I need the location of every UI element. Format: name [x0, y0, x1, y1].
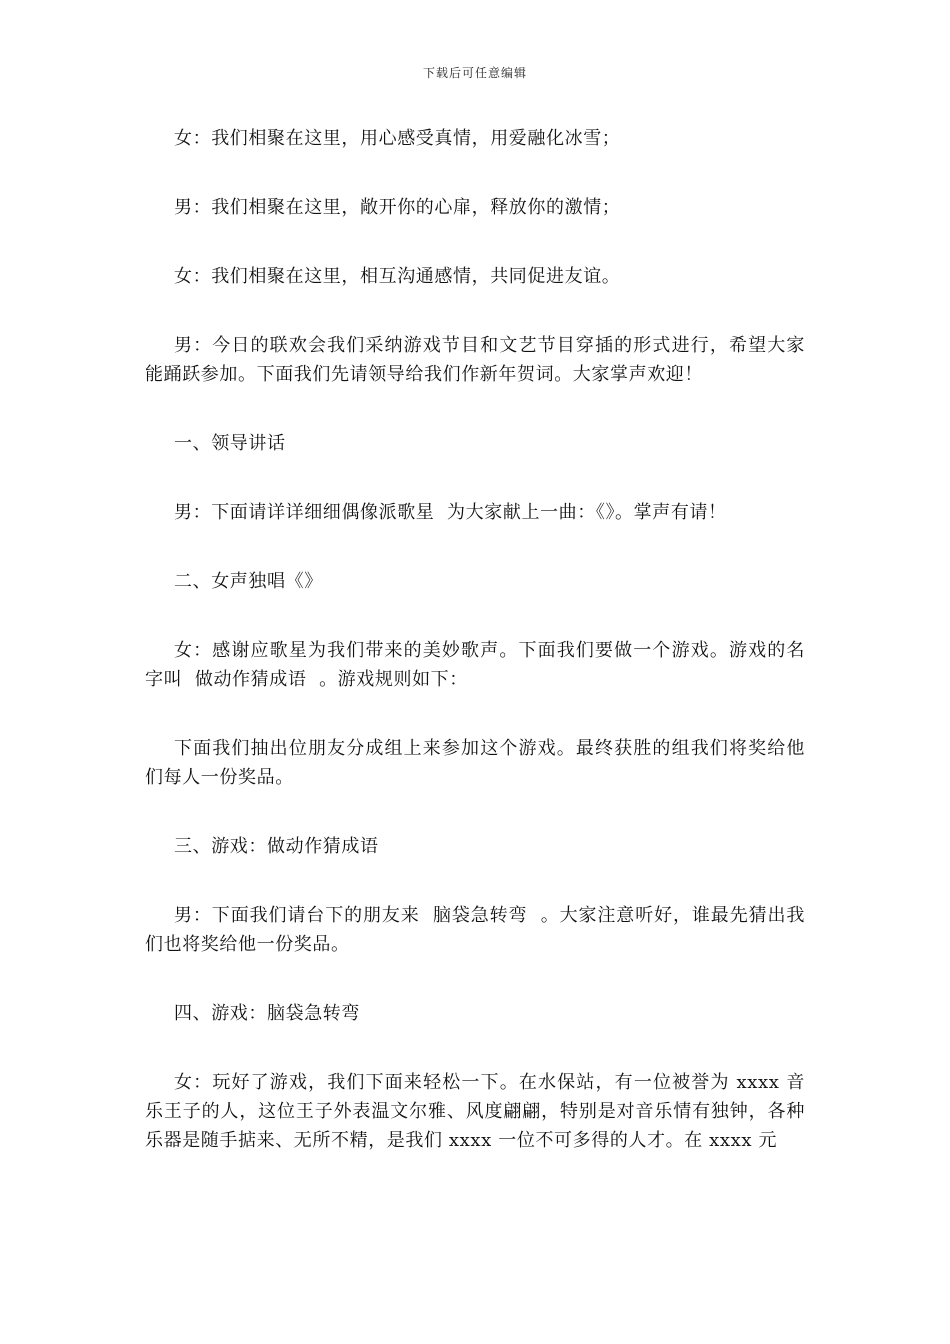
paragraph-9: 女：玩好了游戏，我们下面来轻松一下。在水保站，有一位被誉为 xxxx 音乐王子的人，这位王子外表温文尔雅、风度翩翩，特别是对音乐情有独钟，各种乐器是随手掂来、无所不精，是我们 xxxx 一位不可多得的人才。在 xxxx 元 [145, 1072, 805, 1151]
section-heading-2: 二、女声独唱《》 [174, 571, 323, 592]
page-header: 下载后可任意编辑 [422, 66, 527, 80]
document-body [145, 124, 805, 1155]
paragraph-2: 男：我们相聚在这里，敞开你的心扉，释放你的激情； [174, 197, 621, 218]
paragraph-3: 女：我们相聚在这里，相互沟通感情，共同促进友谊。 [174, 266, 621, 287]
paragraph-7: 下面我们抽出位朋友分成组上来参加这个游戏。最终获胜的组我们将奖给他们每人一份奖品。 [145, 738, 805, 788]
section-heading-4: 四、游戏：脑袋急转弯 [174, 1003, 360, 1024]
section-heading-1: 一、领导讲话 [174, 433, 286, 454]
paragraph-6: 女：感谢应歌星为我们带来的美妙歌声。下面我们要做一个游戏。游戏的名字叫 做动作猜成语 。游戏规则如下： [145, 640, 805, 690]
paragraph-4: 男：今日的联欢会我们采纳游戏节目和文艺节目穿插的形式进行，希望大家能踊跃参加。下面我们先请领导给我们作新年贺词。大家掌声欢迎！ [145, 335, 805, 385]
section-heading-3: 三、游戏：做动作猜成语 [174, 836, 379, 857]
paragraph-1: 女：我们相聚在这里，用心感受真情，用爱融化冰雪； [174, 128, 621, 149]
paragraph-5: 男：下面请详详细细偶像派歌星 为大家献上一曲：《》。掌声有请！ [174, 502, 727, 523]
paragraph-8: 男：下面我们请台下的朋友来 脑袋急转弯 。大家注意听好，谁最先猜出我们也将奖给他一份奖品。 [145, 905, 805, 955]
